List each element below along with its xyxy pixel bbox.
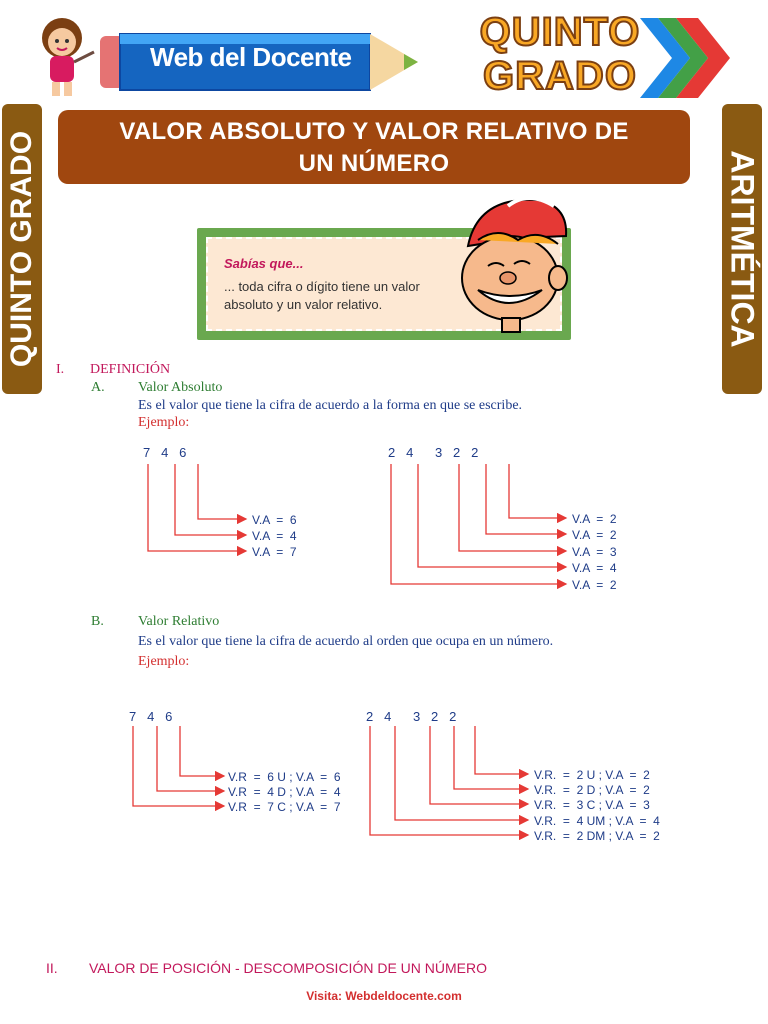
vr-ex2-arrow-5 — [370, 726, 528, 835]
va-ex2-label-4: V.A = 4 — [572, 561, 617, 575]
vr-ex2-arrow-3 — [430, 726, 528, 804]
sub-b-example-label: Ejemplo: — [138, 654, 190, 669]
va-ex2-label-3: V.A = 3 — [572, 545, 617, 559]
sub-a-example-label: Ejemplo: — [138, 415, 190, 430]
vr-ex2-label-1: V.R. = 2 U ; V.A = 2 — [534, 768, 650, 782]
va-ex2-label-1: V.A = 2 — [572, 512, 617, 526]
va-ex1-label-2: V.A = 4 — [252, 529, 297, 543]
va-example-2-digits: 2 4 3 2 2 — [388, 445, 479, 460]
va-ex1-arrow-3 — [148, 464, 246, 551]
vr-ex2-arrow-2 — [454, 726, 528, 789]
footer-visit-link[interactable]: Visita: Webdeldocente.com — [306, 989, 462, 1003]
va-ex2-arrow-1 — [509, 464, 566, 518]
vr-ex2-arrow-4 — [395, 726, 528, 820]
va-ex1-label-1: V.A = 6 — [252, 513, 297, 527]
page-title-line1: VALOR ABSOLUTO Y VALOR RELATIVO DE — [119, 118, 629, 145]
section-2-number: II. — [46, 960, 58, 976]
grade-badge-line2: GRADO — [483, 54, 637, 98]
va-example-1-digits: 7 4 6 — [143, 445, 187, 460]
vr-ex2-label-5: V.R. = 2 DM ; V.A = 2 — [534, 829, 660, 843]
vr-example-2-digits: 2 4 3 2 2 — [366, 709, 457, 724]
section-1-number: I. — [56, 362, 65, 377]
sub-a-description: Es el valor que tiene la cifra de acuerdo a la forma en que se escribe. — [138, 398, 523, 413]
va-ex2-arrow-2 — [486, 464, 566, 534]
sub-a-letter: A. — [91, 380, 105, 395]
vr-ex2-arrow-1 — [475, 726, 528, 774]
vr-ex1-arrow-1 — [180, 726, 224, 776]
did-you-know-heading: Sabías que... — [224, 256, 304, 271]
sub-a-label: Valor Absoluto — [138, 380, 223, 395]
page-title-line2: UN NÚMERO — [298, 150, 450, 177]
vr-ex1-arrow-2 — [157, 726, 224, 791]
brand-logo-text: Web del Docente — [150, 42, 352, 72]
vr-example-1-digits: 7 4 6 — [129, 709, 173, 724]
did-you-know-text: ... toda cifra o dígito tiene un valor absoluto y un valor relativo. — [224, 279, 420, 312]
sub-b-label: Valor Relativo — [138, 614, 220, 629]
vr-ex1-label-2: V.R = 4 D ; V.A = 4 — [228, 785, 341, 799]
grade-badge-line1: QUINTO — [479, 10, 641, 54]
vr-ex1-label-3: V.R = 7 C ; V.A = 7 — [228, 800, 341, 814]
va-ex1-arrow-2 — [175, 464, 246, 535]
vr-ex2-label-3: V.R. = 3 C ; V.A = 3 — [534, 798, 650, 812]
va-ex1-label-3: V.A = 7 — [252, 545, 297, 559]
va-ex2-label-5: V.A = 2 — [572, 578, 617, 592]
sub-b-description: Es el valor que tiene la cifra de acuerdo al orden que ocupa en un número. — [138, 634, 554, 649]
section-1-label: DEFINICIÓN — [90, 362, 171, 377]
va-ex2-arrow-5 — [391, 464, 566, 584]
va-ex2-label-2: V.A = 2 — [572, 528, 617, 542]
vr-ex1-arrow-3 — [133, 726, 224, 806]
sub-b-letter: B. — [91, 614, 104, 629]
va-ex1-arrow-1 — [198, 464, 246, 519]
vr-ex2-label-2: V.R. = 2 D ; V.A = 2 — [534, 783, 650, 797]
vr-ex1-label-1: V.R = 6 U ; V.A = 6 — [228, 770, 341, 784]
side-banner-left-text: QUINTO GRADO — [5, 130, 38, 368]
side-banner-right-text: ARITMÉTICA — [724, 150, 761, 348]
section-2-label: VALOR DE POSICIÓN - DESCOMPOSICIÓN DE UN NÚMERO — [89, 960, 488, 976]
va-ex2-arrow-3 — [459, 464, 566, 551]
vr-ex2-label-4: V.R. = 4 UM ; V.A = 4 — [534, 814, 660, 828]
